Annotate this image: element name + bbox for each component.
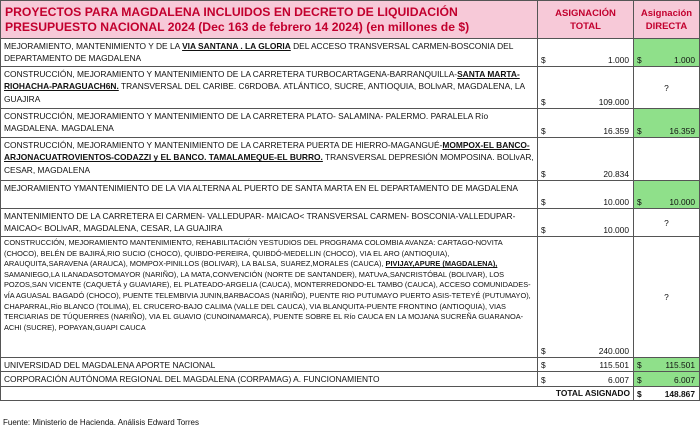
- total-amount: 10.000: [603, 197, 629, 207]
- header-row: [1, 1, 700, 39]
- project-description: MANTENIMIENTO DE LA CARRETERA El CARMEN- VALLEDUPAR- MAICAO< TRANSVERSAL CARMEN- BOSCONIA-VALLEDUPAR- MAICAO< BOLlvAR, MAGDALENA, CESAR, LA GUAJIRA: [1, 209, 538, 237]
- total-cell: $ 1.000: [538, 39, 634, 67]
- project-description: MEJORAMIENTO YMANTENIMIENTO DE LA VIA ALTERNA AL PUERTO DE SANTA MARTA EN EL DEPARTAMENTO DE MAGDALENA: [1, 181, 538, 209]
- col-header-direct: Asignación DIRECTA: [634, 1, 700, 39]
- total-cell: $ 10.000: [538, 209, 634, 237]
- total-amount: 109.000: [598, 97, 629, 107]
- project-description: CORPORACIÓN AUTÓNOMA REGIONAL DEL MAGDALENA (CORPAMAG) A. FUNCIONAMIENTO: [1, 372, 538, 386]
- table-row: [1, 39, 700, 67]
- col-header-total: ASIGNACIÓN TOTAL: [538, 1, 634, 39]
- total-row: [1, 386, 700, 400]
- total-amount: 240.000: [598, 346, 629, 356]
- total-value: 148.867: [664, 388, 695, 399]
- total-cell: $ 115.501: [538, 358, 634, 372]
- direct-empty: [634, 138, 700, 181]
- project-description: CONSTRUCCIÓN, MEJORAMIENTO MANTENIMIENTO, REHABILITACIÓN YESTUDIOS DEL PROGRAMA COLOMBIA AVANZA: CARTAGO-NOVITA (CHOCO), BELÉN DE BAJIRÁ,RIO SUCIO (CHOCO), QUIBDO-PEREIRA, QUIBDÓ-MEDELLIN (CHOCO), VIA EL ARO (ANTIOQUIA), ARAUQUITA,SARAVENA (ARAUCA), MOMPOX-PINILLOS (BOLIVAR), LA BALSA, SUAREZ,MORALES (CAUCA), PIVIJAY,APURE (MAGDALENA), SAMANIEGO,LA ILANADASOTOMAYOR (NARIÑO), LA MATA,CONVENCIÓN (NORTE DE SANTANDER), MATUvA,SANCRISTÓBAL (BOLIVAR), LOS POZOS,SAN VICENTE (CAQUETÁ y GUAVIARE), EL PLATEADO-ARGELIA (CAUCA), MONTERREDONDO-EL TAMBO (CAUCA), ACCESO COMUNIDADES-vÍA AGUASAL BAGADÓ (CHOCO), PUENTE TELEMBIVIA JUNIN,BARBACOAS (NARIÑO), PUENTE RIO PUTUMAYO PUERTO ASIS-TETEYÉ (PUTUMAYO), CHAPARRAL,Rio BLANCO (TOLIMA), EL CRUCERO-BAJO CALIMA (VALLE DEL CAUCA), VIA BLANQUITA-PUENTE FRONTINO (ANTIOQUIA), VIAS TERCIARIAS DE TÚQUERRES (NARIÑO), VIA EL GUAVIO (CUNOINAMARCA), PUENTE SOBRE EL Río CAUCA EN LA MOJANA SUCREÑA GUARANOA-ACHI (SUCRE), POPAYAN,GUAPI CAUCA: [1, 237, 538, 358]
- project-description: CONSTRUCCIÓN, MEJORAMIENTO Y MANTENIMIENTO DE LA CARRETERA PUERTA DE HIERRO-MAGANGUÉ-MOMPOX-EL BANCO-ARJONACUATROVIENTOS-CODAZZI y EL BANCO. TAMALAMEQUE-EL BURRO. TRANSVERSAL DEPRESIÓN MOMPOSINA. BOLlvAR, CESAR, MAGDALENA: [1, 138, 538, 181]
- table-row: [1, 237, 700, 358]
- direct-amount: 115.501: [665, 360, 695, 371]
- table-row: [1, 372, 700, 386]
- table-row: [1, 138, 700, 181]
- source-note: Fuente: Ministerio de Hacienda. Análisis Edward Torres: [3, 418, 199, 427]
- total-cell: $ 109.000: [538, 67, 634, 109]
- direct-amount: 16.359: [669, 126, 695, 136]
- direct-amount: 1.000: [674, 55, 695, 65]
- total-cell: $ 16.359: [538, 109, 634, 138]
- total-cell: $ 20.834: [538, 138, 634, 181]
- total-amount: 6.007: [608, 374, 629, 385]
- table-row: [1, 181, 700, 209]
- total-label: TOTAL ASIGNADO: [1, 386, 634, 400]
- direct-cell: $ 115.501: [634, 358, 700, 372]
- table-row: [1, 358, 700, 372]
- table-title: PROYECTOS PARA MAGDALENA INCLUIDOS EN DECRETO DE LIQUIDACIÓN PRESUPUESTO NACIONAL 2024 (Dec 163 de febrero 14 2024) (en millones de $): [1, 1, 538, 39]
- project-description: CONSTRUCCIÓN, MEJORAMIENTO Y MANTENIMIENTO DE LA CARRETERA TURBOCARTAGENA-BARRANQUILLA-SANTA MARTA- RIOHACHA-PARAGUACH6N. TRANSVERSAL DEL CARIBE. C6RDOBA. ATLÁNTICO, SUCRE, ANTIOQUIA, BOLlvAR, MAGDALENA, LA GUAJIRA: [1, 67, 538, 109]
- direct-unknown: ?: [634, 67, 700, 109]
- total-amount: 115.501: [599, 360, 629, 371]
- direct-cell: $ 16.359: [634, 109, 700, 138]
- direct-unknown: ?: [634, 209, 700, 237]
- total-cell: $ 10.000: [538, 181, 634, 209]
- table-row: [1, 109, 700, 138]
- total-cell: $ 6.007: [538, 372, 634, 386]
- table-row: [1, 67, 700, 109]
- project-description: CONSTRUCCIÓN, MEJORAMIENTO Y MANTENIMIENTO DE LA CARRETERA PLATO- SALAMINA- PALERMO. PARALELA Río MAGDALENA. MAGDALENA: [1, 109, 538, 138]
- total-amount: 20.834: [603, 169, 629, 179]
- direct-cell: $ 6.007: [634, 372, 700, 386]
- project-description: UNIVERSIDAD DEL MAGDALENA APORTE NACIONAL: [1, 358, 538, 372]
- direct-cell: $ 10.000: [634, 181, 700, 209]
- direct-amount: 10.000: [669, 197, 695, 207]
- total-amount: 10.000: [603, 225, 629, 235]
- project-description: MEJORAMIENTO, MANTENIMIENTO Y DE LA VIA SANTANA . LA GLORIA DEL ACCESO TRANSVERSAL CARMEN-BOSCONIA DEL DEPARTAMENTO DE MAGDALENA: [1, 39, 538, 67]
- direct-amount: 6.007: [674, 374, 695, 385]
- direct-unknown: ?: [634, 237, 700, 358]
- total-amount: 1.000: [608, 55, 629, 65]
- table-row: [1, 209, 700, 237]
- total-amount: 16.359: [603, 126, 629, 136]
- direct-cell: $ 1.000: [634, 39, 700, 67]
- total-cell: $ 240.000: [538, 237, 634, 358]
- total-direct-cell: $ 148.867: [634, 386, 700, 400]
